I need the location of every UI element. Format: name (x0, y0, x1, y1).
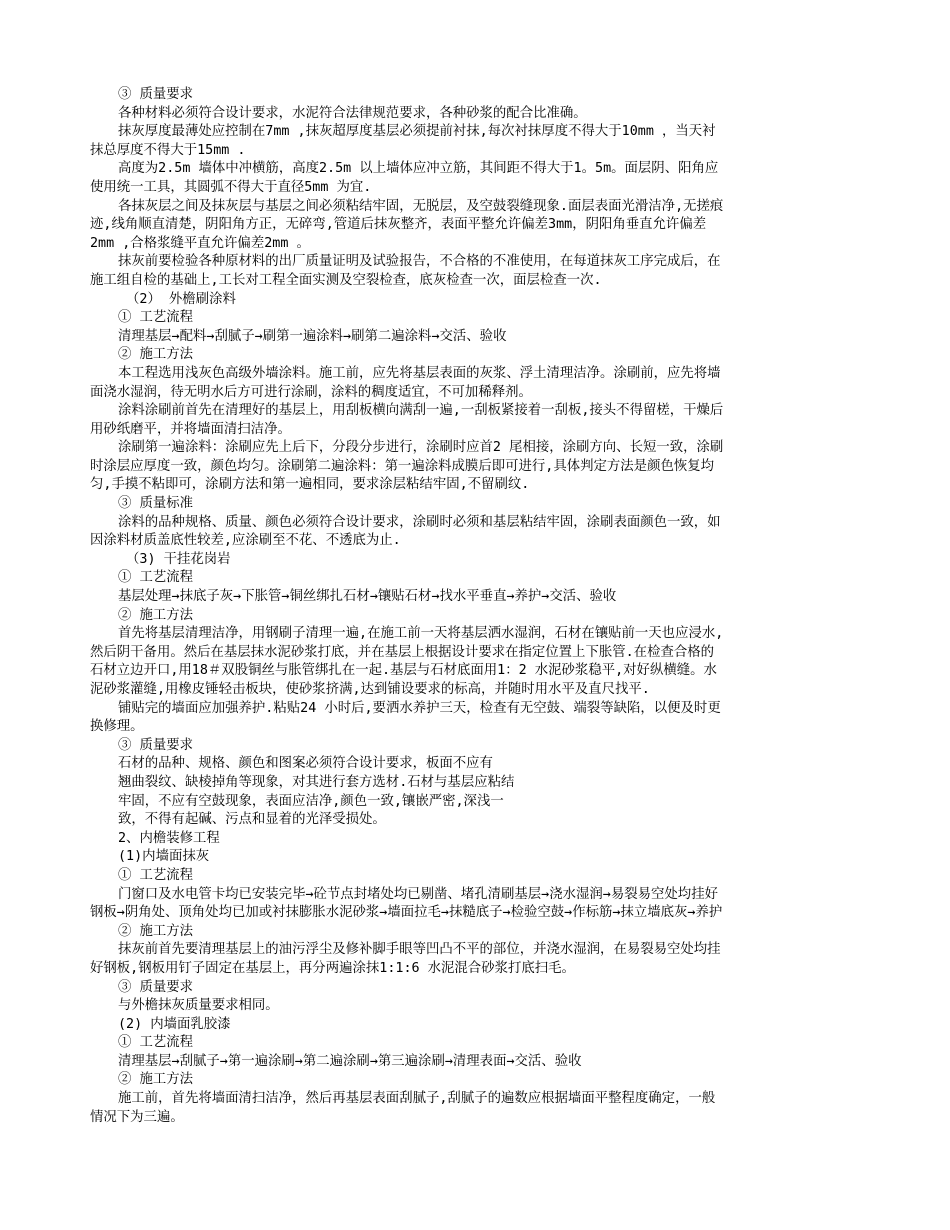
text-line: 使用统一工具，其圆弧不得大于直径5mm 为宜. (90, 179, 372, 195)
text-line: 2、内檐装修工程 (118, 830, 220, 846)
text-line: 涂刷第一遍涂料：涂刷应先上后下，分段分步进行，涂刷时应首2 尾相接，涂刷方向、长短一致，涂刷 (118, 440, 724, 456)
text-line: ① 工艺流程 (118, 867, 194, 883)
text-line: 钢板→阴角处、顶角处均已加或衬抹膨胀水泥砂浆→墙面拉毛→抹糙底子→检验空鼓→作标筋→抹立墙底灰→养护 (90, 905, 723, 921)
text-line: （2） 外檐刷涂料 (126, 291, 236, 307)
text-line: 与外檐抹灰质量要求相同。 (118, 998, 279, 1014)
text-line: ③ 质量要求 (118, 979, 194, 995)
text-line: 然后阴干备用。然后在基层抹水泥砂浆打底，并在基层上根据设计要求在指定位置上下胀管.在检查合格的 (90, 644, 715, 660)
text-line: 好钢板,钢板用钉子固定在基层上，再分两遍涂抹1:1:6 水泥混合砂浆打底扫毛。 (90, 960, 575, 976)
text-line: ③ 质量要求 (118, 87, 194, 102)
text-line: ② 施工方法 (118, 347, 194, 363)
document-body (90, 86, 860, 1127)
text-line: 涂料涂刷前首先在清理好的基层上，用刮板横向满刮一遍,一刮板紧接着一刮板,接头不得留槎，干燥后 (118, 403, 724, 419)
text-line: 2mm ,合格浆缝平直允许偏差2mm 。 (90, 235, 310, 251)
text-line: (1)内墙面抹灰 (118, 849, 210, 865)
text-line: 涂料的品种规格、质量、颜色必须符合设计要求，涂刷时必须和基层粘结牢固，涂刷表面颜色一致，如 (118, 514, 721, 530)
text-line: 牢固，不应有空鼓现象，表面应洁净,颜色一致,镶嵌严密,深浅一 (118, 793, 504, 809)
text-line: 致，不得有起碱、污点和显着的光泽受损处。 (118, 812, 386, 828)
text-line: 首先将基层清理洁净，用钢刷子清理一遍,在施工前一天将基层洒水湿润，石材在镶贴前一天也应浸水, (118, 626, 724, 642)
text-line: 面浇水湿润，待无明水后方可进行涂刷，涂料的稠度适宜，不可加稀释剂。 (90, 384, 532, 400)
text-line: 铺贴完的墙面应加强养护.粘贴24 小时后,要洒水养护三天，检查有无空鼓、端裂等缺陷，以便及时更 (118, 700, 721, 716)
text-line: 清理基层→配料→刮腻子→刷第一遍涂料→刷第二遍涂料→交活、验收 (118, 328, 507, 344)
text-line: 施工组自检的基础上,工长对工程全面实测及空裂检查，底灰检查一次，面层检查一次. (90, 272, 602, 288)
text-line: 翘曲裂纹、缺棱掉角等现象，对其进行套方选材.石材与基层应粘结 (118, 774, 515, 790)
text-line: ① 工艺流程 (118, 1035, 194, 1051)
text-line: 匀,手摸不粘即可，涂刷方法和第一遍相同，要求涂层粘结牢固,不留刷纹. (90, 477, 530, 493)
text-line: 本工程选用浅灰色高级外墙涂料。施工前，应先将基层表面的灰浆、浮土清理洁净。涂刷前，应先将墙 (118, 365, 721, 381)
text-line: 基层处理→抹底子灰→下胀管→铜丝绑扎石材→镶贴石材→找水平垂直→养护→交活、验收 (118, 589, 617, 605)
text-line: ③ 质量标准 (118, 496, 194, 512)
text-line: 抹灰前要检验各种原材料的出厂质量证明及试验报告，不合格的不准使用，在每道抹灰工序完成后，在 (118, 254, 721, 270)
text-line: (2) 内墙面乳胶漆 (118, 1016, 231, 1032)
text-line: 迹,线角顺直清楚，阴阳角方正，无碎弯,管道后抹灰整齐，表面平整允许偏差3mm，阴阳角垂直允许偏差 (90, 217, 707, 233)
text-line: ② 施工方法 (118, 1072, 194, 1088)
text-line: ① 工艺流程 (118, 570, 194, 586)
text-line: 石材立边开口,用18＃双股铜丝与胀管绑扎在一起.基层与石材底面用1：2 水泥砂浆稳平,对好纵横缝。水 (90, 663, 717, 679)
text-line: 时涂层应厚度一致，颜色均匀。涂刷第二遍涂料：第一遍涂料成膜后即可进行,具体判定方法是颜色恢复均 (90, 458, 715, 474)
text-line: ② 施工方法 (118, 923, 194, 939)
text-line: 石材的品种、规格、颜色和图案必须符合设计要求，板面不应有 (118, 756, 493, 772)
text-line: 抹总厚度不得大于15mm . (90, 142, 246, 158)
text-line: 各抹灰层之间及抹灰层与基层之间必须粘结牢固，无脱层，及空鼓裂缝现象.面层表面光滑洁净,无搓痕 (118, 198, 724, 214)
text-line: 高度为2.5m 墙体中冲横筋，高度2.5m 以上墙体应冲立筋，其间距不得大于1。5m。面层阴、阳角应 (118, 161, 719, 177)
text-line: 抹灰厚度最薄处应控制在7mm ,抹灰超厚度基层必须提前衬抹,每次衬抹厚度不得大于10mm ，当天衬 (118, 124, 716, 140)
text-line: ③ 质量要求 (118, 737, 194, 753)
text-line: 清理基层→刮腻子→第一遍涂刷→第二遍涂刷→第三遍涂刷→清理表面→交活、验收 (118, 1053, 582, 1069)
text-line: ① 工艺流程 (118, 310, 194, 326)
text-line: 施工前，首先将墙面清扫洁净，然后再基层表面刮腻子,刮腻子的遍数应根据墙面平整程度确定，一般 (118, 1091, 716, 1107)
text-line: 用砂纸磨平，并将墙面清扫洁净。 (90, 421, 291, 437)
text-line: 抹灰前首先要清理基层上的油污浮尘及修补脚手眼等凹凸不平的部位，并浇水湿润，在易裂易空处均挂 (118, 942, 721, 958)
text-line: 换修理。 (90, 719, 144, 735)
text-line: （3) 干挂花岗岩 (126, 551, 231, 567)
text-line: 因涂料材质盖底性较差,应涂刷至不花、不透底为止. (90, 533, 401, 549)
text-line: 各种材料必须符合设计要求，水泥符合法律规范要求，各种砂浆的配合比准确。 (118, 105, 587, 121)
text-line: ② 施工方法 (118, 607, 194, 623)
text-line: 泥砂浆灌缝,用橡皮锤轻击板块，使砂浆挤满,达到铺设要求的标高，并随时用水平及直尺找平. (90, 682, 650, 697)
text-line: 门窗口及水电管卡均已安装完毕→砼节点封堵处均已剔凿、堵孔清刷基层→浇水湿润→易裂易空处均挂好 (118, 886, 718, 902)
text-line: 情况下为三遍。 (90, 1109, 184, 1125)
